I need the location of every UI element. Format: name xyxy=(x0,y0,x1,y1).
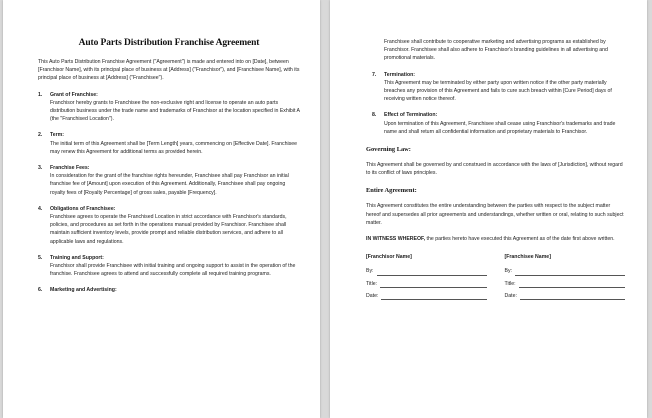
signature-by-line[interactable] xyxy=(366,267,487,275)
section-training xyxy=(38,254,300,279)
section-heading: Grant of Franchise: xyxy=(50,91,98,98)
section-heading: Term: xyxy=(50,132,65,139)
section-text: The initial term of this Agreement shall be [Term Length] years, commencing on [Effective Date]. Franchisee may renew this Agreement for additional terms as provided herein. xyxy=(50,140,298,155)
document-page-2 xyxy=(330,0,647,418)
section-effect-of-termination xyxy=(366,111,625,136)
blank-line xyxy=(380,281,486,288)
section-text: Franchisor hereby grants to Franchisee the non-exclusive right and license to operate an auto parts distribution business under the trade name and trademarks of Franchisor at the location specified in Exhibit A (the "Franchised Location"). xyxy=(50,99,300,123)
section-text: This Agreement may be terminated by either party upon written notice if the other party materially breaches any provision of this Agreement and fails to cure such breach within [Cure Period] days of receiving written notice thereof. xyxy=(384,79,612,103)
document-title: Auto Parts Distribution Franchise Agreement xyxy=(78,38,260,48)
signature-label: Date: xyxy=(504,292,517,299)
section-obligations xyxy=(38,205,300,246)
signature-party: [Franchisor Name] xyxy=(366,254,412,261)
section-text: In consideration for the grant of the franchise rights hereunder, Franchisee shall pay Franchisor an initial franchise fee of [Amount] upon execution of this Agreement. Additionally, Franchisee shall pay ongoing royalty fees of [Royalty Percentage] of gross sales, payable [Frequency]. xyxy=(50,173,289,196)
section-heading: Termination: xyxy=(384,71,416,78)
signature-label: Title: xyxy=(366,280,378,287)
blank-line xyxy=(520,293,625,300)
section-text: Franchisor shall provide Franchisee with initial training and ongoing support to assist in the operation of the franchise. Franchisee agrees to attend and successfully complete all required training programs. xyxy=(50,263,296,278)
signature-title-line[interactable] xyxy=(505,280,626,288)
section-number: 5. xyxy=(38,254,43,261)
signature-franchisor xyxy=(366,253,487,304)
signature-party: [Franchisee Name] xyxy=(504,254,551,261)
section-number: 7. xyxy=(372,71,377,78)
signature-by-line[interactable] xyxy=(505,267,626,275)
document-page-1 xyxy=(3,0,320,418)
section-number: 8. xyxy=(372,112,377,119)
intro-paragraph: This Auto Parts Distribution Franchise Agreement ("Agreement") is made and entered into on [Date], between [Franchisor Name], with its principal place of business at [Address] ("Franchisor"), and [Franchisee Name], with its principal place of business at [Address] ("Franchisee"). xyxy=(38,59,300,82)
witness-paragraph xyxy=(366,235,625,243)
entire-agreement-text: This Agreement constitutes the entire understanding between the parties with respect to the subject matter hereof and supersedes all prior agreements and understandings, whether written or oral, relating to such subject matter. xyxy=(366,203,624,226)
section-termination xyxy=(366,71,625,104)
blank-line xyxy=(381,293,486,300)
section-heading: Franchise Fees: xyxy=(50,165,90,172)
marketing-continuation-text: Franchisee shall contribute to cooperative marketing and advertising programs as established by Franchisor. Franchisee shall also adhere to Franchisor's branding guidelines in all advertising and promotional materials. xyxy=(384,39,608,62)
signature-franchisee xyxy=(505,253,626,304)
section-text: Upon termination of this Agreement, Franchisee shall cease using Franchisor's trademarks and trade name and shall return all confidential information and proprietary materials to Franchisor. xyxy=(384,120,616,135)
section-heading: Obligations of Franchisee: xyxy=(50,205,116,212)
section-term xyxy=(38,131,300,156)
section-number: 6. xyxy=(38,287,43,294)
section-marketing xyxy=(38,286,300,294)
governing-law-text: This Agreement shall be governed by and construed in accordance with the laws of [Jurisdiction], without regard to its conflict of laws principles. xyxy=(366,162,623,177)
blank-line xyxy=(515,269,625,276)
witness-text: the parties hereto have executed this Agreement as of the date first above written. xyxy=(425,236,615,243)
section-number: 4. xyxy=(38,205,43,212)
signature-date-line[interactable] xyxy=(505,292,626,300)
governing-law-heading: Governing Law: xyxy=(366,146,411,154)
section-grant xyxy=(38,91,300,124)
section-number: 3. xyxy=(38,165,43,172)
section-text: Franchisee agrees to operate the Franchised Location in strict accordance with Franchisor's standards, policies, and procedures as set forth in the operations manual provided by Franchisor. Franchisee shall maintain sufficient inventory levels, provide prompt and reliable distribution services, and adhere to all applicable laws and regulations. xyxy=(50,214,287,245)
section-heading: Training and Support: xyxy=(50,254,104,261)
section-fees xyxy=(38,164,300,197)
section-heading: Effect of Termination: xyxy=(384,112,438,119)
signature-label: By: xyxy=(504,268,512,275)
witness-lead: IN WITNESS WHEREOF, xyxy=(366,236,426,243)
signature-title-line[interactable] xyxy=(366,280,487,288)
section-number: 2. xyxy=(38,132,43,139)
blank-line xyxy=(377,269,487,276)
section-number: 1. xyxy=(38,91,43,98)
signature-date-line[interactable] xyxy=(366,292,487,300)
signature-block xyxy=(366,253,625,304)
signature-label: Title: xyxy=(504,280,516,287)
entire-agreement-heading: Entire Agreement: xyxy=(366,187,417,195)
blank-line xyxy=(519,281,625,288)
signature-label: Date: xyxy=(366,292,379,299)
section-heading: Marketing and Advertising: xyxy=(50,287,117,294)
signature-label: By: xyxy=(366,268,374,275)
